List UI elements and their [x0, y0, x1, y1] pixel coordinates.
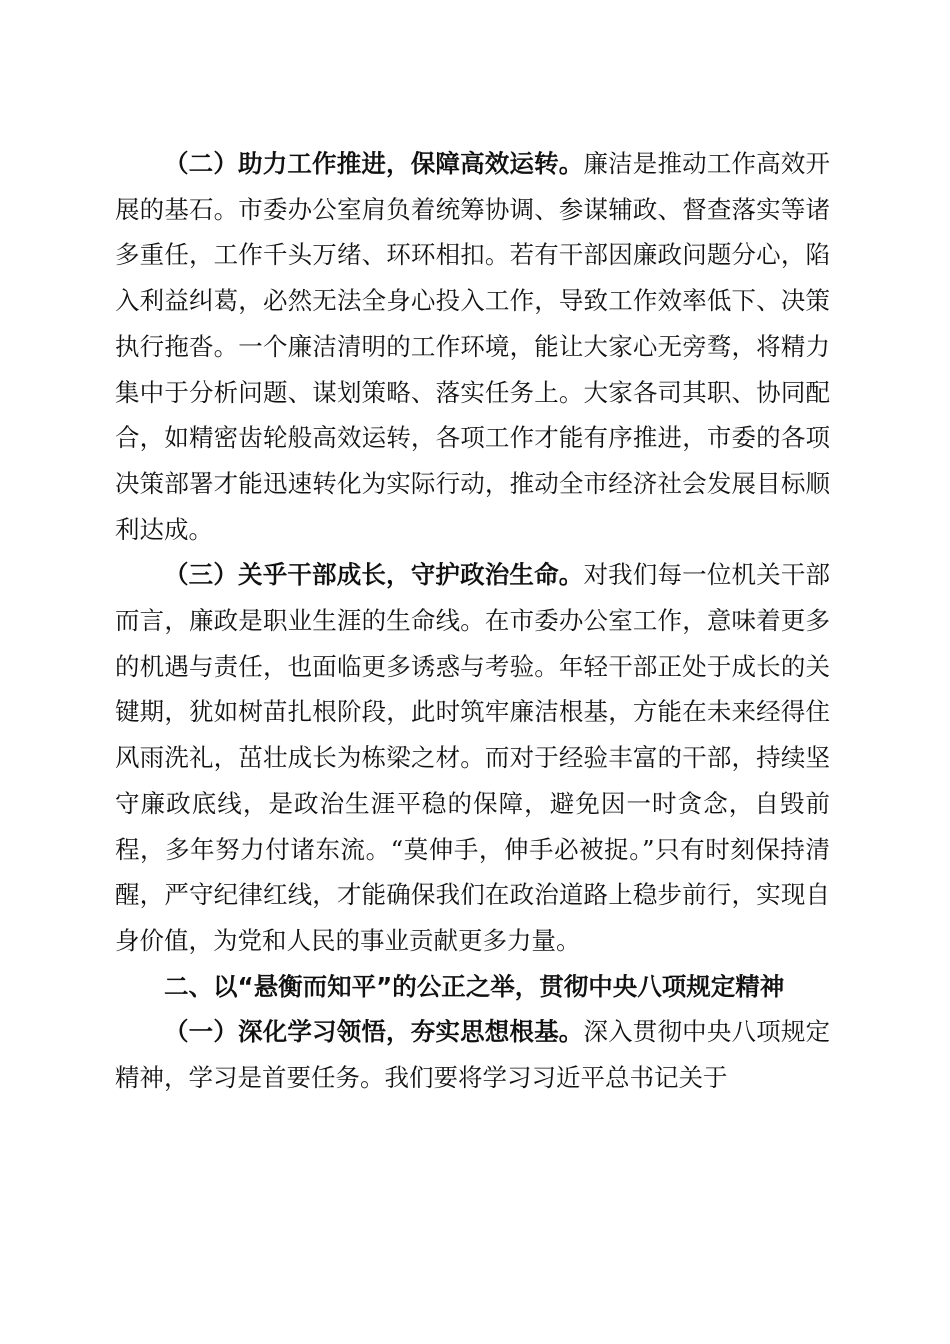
- document-body: [115, 141, 830, 1101]
- paragraph-text: 深入贯彻中央八项规定精神，学习是首要任务。我们要将学习习近平总书记关于: [115, 1017, 831, 1093]
- paragraph-work-efficiency: [115, 141, 830, 552]
- paragraph-lead-heading: （三）关乎干部成长，守护政治生命。: [164, 560, 584, 590]
- section-heading: 二、以“悬衡而知平”的公正之举，贯彻中央八项规定精神: [164, 971, 785, 1001]
- paragraph-text: 廉洁是推动工作高效开展的基石。市委办公室肩负着统筹协调、参谋辅政、督查落实等诸多重任，工作千头万绪、环环相扣。若有干部因廉政问题分心，陷入利益纠葛，必然无法全身心投入工作，导致工作效率低下、决策执行拖沓。一个廉洁清明的工作环境，能让大家心无旁骛，将精力集中于分析问题、谋划策略、落实任务上。大家各司其职、协同配合，如精密齿轮般高效运转，各项工作才能有序推进，市委的各项决策部署才能迅速转化为实际行动，推动全市经济社会发展目标顺利达成。: [115, 149, 831, 544]
- paragraph-lead-heading: （二）助力工作推进，保障高效运转。: [164, 149, 584, 178]
- paragraph-cadre-growth: [115, 552, 830, 963]
- paragraph-lead-heading: （一）深化学习领悟，夯实思想根基。: [164, 1017, 584, 1047]
- paragraph-text: 对我们每一位机关干部而言，廉政是职业生涯的生命线。在市委办公室工作，意味着更多的机遇与责任，也面临更多诱惑与考验。年轻干部正处于成长的关键期，犹如树苗扎根阶段，此时筑牢廉洁根基，方能在未来经得住风雨洗礼，茁壮成长为栋梁之材。而对于经验丰富的干部，持续坚守廉政底线，是政治生涯平稳的保障，避免因一时贪念，自毁前程，多年努力付诸东流。“莫伸手，伸手必被捉。”只有时刻保持清醒，严守纪律红线，才能确保我们在政治道路上稳步前行，实现自身价值，为党和人民的事业贡献更多力量。: [115, 560, 831, 955]
- paragraph-deepen-study: [115, 1009, 830, 1100]
